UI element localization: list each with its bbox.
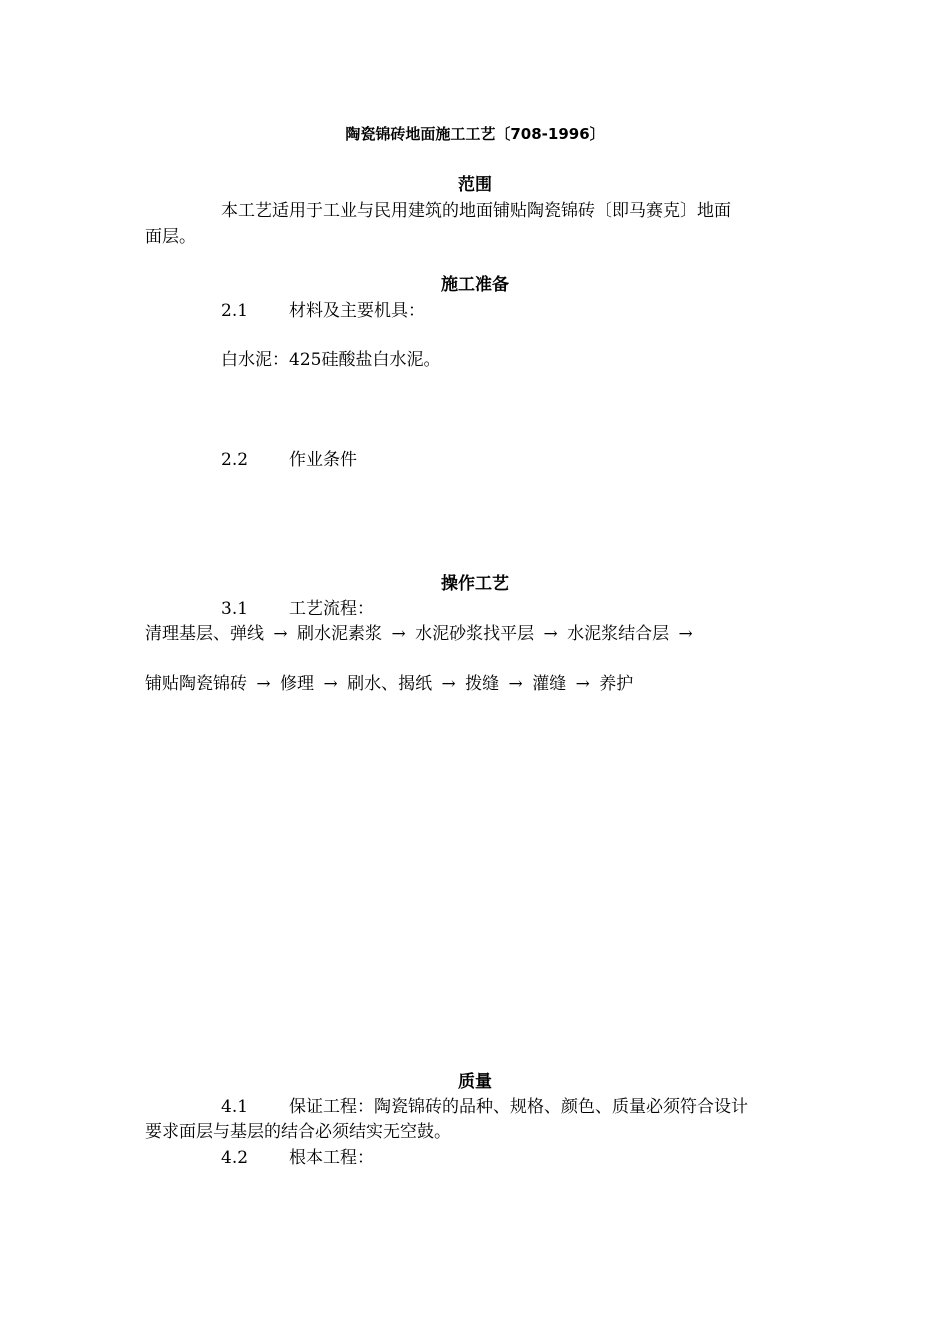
heading-preparation: 施工准备 [441, 275, 509, 295]
item-4-1-text-line2: 要求面层与基层的结合必须结实无空鼓。 [145, 1122, 451, 1142]
item-4-1-number: 4.1 [221, 1097, 249, 1117]
item-2-2-text: 作业条件 [289, 450, 357, 470]
document-title: 陶瓷锦砖地面施工工艺〔708-1996〕 [345, 125, 605, 143]
item-3-1-text: 工艺流程： [289, 599, 374, 619]
cement-line: 白水泥：425硅酸盐白水泥。 [221, 350, 441, 370]
scope-paragraph-line1: 本工艺适用于工业与民用建筑的地面铺贴陶瓷锦砖〔即马赛克〕地面 [221, 201, 731, 221]
process-flow-line1: 清理基层、弹线 → 刷水泥素浆 → 水泥砂浆找平层 → 水泥浆结合层 → [145, 624, 693, 644]
process-flow-line2: 铺贴陶瓷锦砖 → 修理 → 刷水、揭纸 → 拨缝 → 灌缝 → 养护 [145, 674, 634, 694]
heading-scope: 范围 [458, 175, 492, 195]
item-4-2-text: 根本工程： [289, 1148, 374, 1168]
item-4-1-text-line1: 保证工程：陶瓷锦砖的品种、规格、颜色、质量必须符合设计 [289, 1097, 748, 1117]
item-2-2-number: 2.2 [221, 450, 249, 470]
heading-process: 操作工艺 [441, 574, 509, 594]
item-2-1-text: 材料及主要机具： [289, 301, 425, 321]
item-2-1-number: 2.1 [221, 301, 249, 321]
heading-quality: 质量 [458, 1072, 492, 1092]
item-3-1-number: 3.1 [221, 599, 249, 619]
scope-paragraph-line2: 面层。 [145, 227, 196, 247]
item-4-2-number: 4.2 [221, 1148, 249, 1168]
